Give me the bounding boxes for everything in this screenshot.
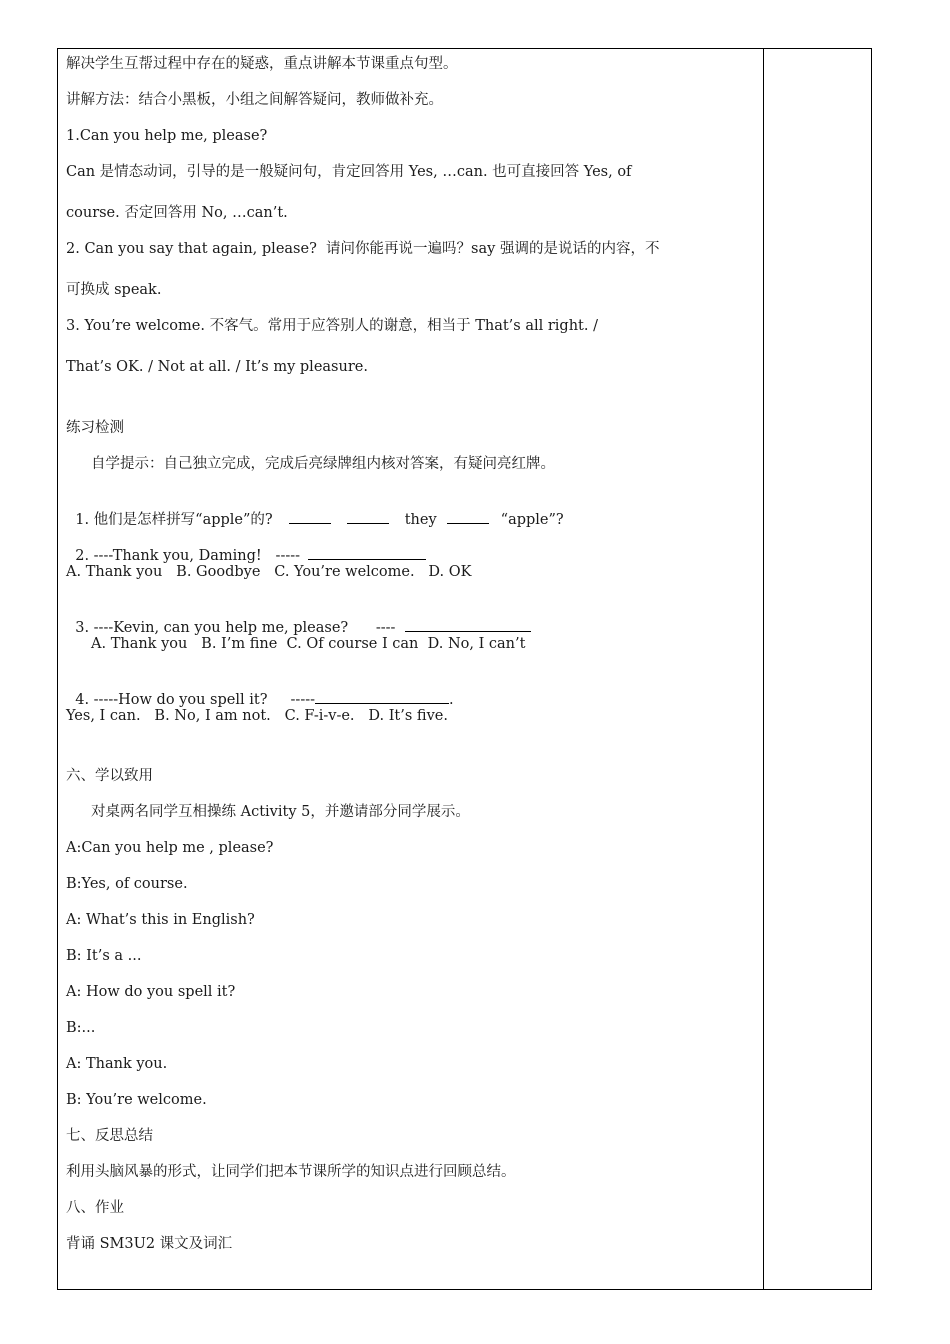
point-2-line-1: 2. Can you say that again, please? 请问你能再说一遍吗？say 强调的是说话的内容，不 [66, 241, 660, 257]
question-1-blank-3[interactable] [447, 510, 489, 524]
explain-intro: 解决学生互帮过程中存在的疑惑，重点讲解本节课重点句型。 [66, 56, 458, 72]
dialogue-line: A:Can you help me , please? [66, 840, 274, 856]
question-4-end: . [449, 692, 454, 708]
question-2-options: A. Thank you B. Goodbye C. You’re welcome. D. OK [66, 564, 472, 580]
dialogue-line: B:Yes, of course. [66, 876, 188, 892]
dialogue-line: B:... [66, 1020, 96, 1036]
point-2-line-2: 可换成 speak. [66, 282, 162, 298]
question-2-text: 2. ----Thank you, Daming! ----- [75, 548, 301, 564]
reflect-title: 七、反思总结 [66, 1128, 153, 1144]
question-3-text: 3. ----Kevin, can you help me, please? ---- [75, 620, 396, 636]
question-4 [66, 670, 454, 710]
question-1-prefix: 1. 他们是怎样拼写“apple”的? [75, 512, 273, 528]
point-3-line-1: 3. You’re welcome. 不客气。常用于应答别人的谢意，相当于 That’s all right. / [66, 318, 598, 334]
question-2 [66, 526, 426, 566]
question-1-blank-1[interactable] [289, 510, 331, 524]
question-4-blank[interactable] [315, 690, 449, 704]
homework-text: 背诵 SM3U2 课文及词汇 [66, 1236, 233, 1252]
apply-title: 六、学以致用 [66, 768, 153, 784]
dialogue-line: A: Thank you. [66, 1056, 168, 1072]
question-4-text: 4. -----How do you spell it? ----- [75, 692, 316, 708]
practice-title: 练习检测 [66, 420, 124, 436]
dialogue-line: A: How do you spell it? [66, 984, 236, 1000]
question-2-blank[interactable] [308, 546, 426, 560]
homework-title: 八、作业 [66, 1200, 124, 1216]
question-1 [66, 490, 564, 530]
point-1-title: 1.Can you help me, please? [66, 128, 268, 144]
question-1-suffix: “apple”? [500, 512, 564, 528]
question-1-blank-2[interactable] [347, 510, 389, 524]
dialogue-line: B: You’re welcome. [66, 1092, 207, 1108]
point-3-line-2: That’s OK. / Not at all. / It’s my pleasure. [66, 359, 368, 375]
practice-tip: 自学提示：自己独立完成，完成后亮绿牌组内核对答案，有疑问亮红牌。 [91, 456, 555, 472]
question-1-word: they [404, 512, 437, 528]
explain-method: 讲解方法：结合小黑板，小组之间解答疑问，教师做补充。 [66, 92, 443, 108]
question-4-options: Yes, I can. B. No, I am not. C. F-i-v-e. D. It’s five. [66, 708, 448, 724]
column-divider [763, 49, 764, 1289]
question-3-options: A. Thank you B. I’m fine C. Of course I can D. No, I can’t [91, 636, 526, 652]
point-1-line-2: course. 否定回答用 No, …can’t. [66, 205, 288, 221]
apply-intro: 对桌两名同学互相操练 Activity 5，并邀请部分同学展示。 [91, 804, 470, 820]
reflect-text: 利用头脑风暴的形式，让同学们把本节课所学的知识点进行回顾总结。 [66, 1164, 516, 1180]
dialogue-line: B: It’s a ... [66, 948, 142, 964]
question-3-blank[interactable] [405, 618, 531, 632]
question-3 [66, 598, 531, 638]
point-1-line-1: Can 是情态动词，引导的是一般疑问句，肯定回答用 Yes, …can. 也可直接回答 Yes, of [66, 164, 632, 180]
dialogue-line: A: What’s this in English? [66, 912, 255, 928]
